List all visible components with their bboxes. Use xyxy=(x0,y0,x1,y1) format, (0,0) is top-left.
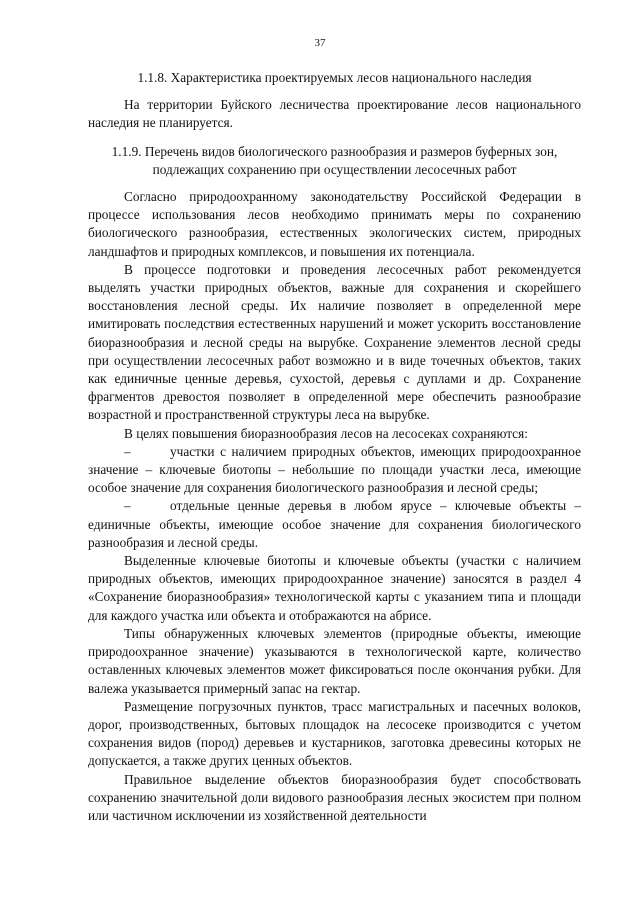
section-1-1-8-body: На территории Буйского лесничества проектирование лесов национального наследия не планируется. xyxy=(88,97,581,131)
paragraph-tech-map: Выделенные ключевые биотопы и ключевые объекты (участки с наличием природных объектов, имеющих природоохранное значение) заносятся в раздел 4 «Сохранение биоразнообразия» технологической карты с указанием типа и площади для каждого участка или объекта и отображаются на абрисе. xyxy=(88,553,581,623)
paragraph-placement: Размещение погрузочных пунктов, трасс магистральных и пасечных волоков, дорог, производственных, бытовых площадок на лесосеке производится с учетом сохранения видов (пород) деревьев и кустарников, заготовка древесины которых не допускается, а также других ценных объектов. xyxy=(88,698,581,769)
paragraph-preserved-intro: В целях повышения биоразнообразия лесов на лесосеках сохраняются: xyxy=(124,425,528,441)
list-item-key-biotopes xyxy=(88,443,581,498)
paragraph-element-types: Типы обнаруженных ключевых элементов (природные объекты, имеющие природоохранное значение) указываются в технологической карте, количество оставленных ключевых элементов может фиксироваться после окончания рубки. Для валежа указывается примерный запас на гектар. xyxy=(88,625,581,696)
list-item-key-objects xyxy=(88,497,581,552)
page-number: 37 xyxy=(314,37,326,49)
list-item-text: отдельные ценные деревья в любом ярусе – ключевые объекты – единичные объекты, имеющие особое значение для сохранения биологического разнообразия и лесной среды. xyxy=(88,498,581,550)
section-1-1-8-title: 1.1.8. Характеристика проектируемых лесов национального наследия xyxy=(137,70,532,85)
paragraph-preparation: В процессе подготовки и проведения лесосечных работ рекомендуется выделять участки природных объектов, важные для сохранения и скорейшего восстановления лесной среды. Их наличие позволяет в определенной мере имитировать последствия естественных нарушений и может ускорить восстановление биоразнообразия и лесной среды на вырубке. Сохранение элементов лесной среды при осуществлении лесосечных работ возможно и в виде точечных объектов, таких как единичные ценные деревья, сухостой, деревья с дуплами и др. Сохранение фрагментов древостоя позволяет в определенной мере обеспечить разнообразие возрастной и пространственной структуры леса на вырубке. xyxy=(88,261,581,423)
paragraph-correct-selection: Правильное выделение объектов биоразнообразия будет способствовать сохранению значительной доли видового разнообразия лесных экосистем при полном или частичном исключении из хозяйственной деятельности xyxy=(88,771,581,823)
page-content xyxy=(88,65,581,825)
section-1-1-9-title-line-2: подлежащих сохранению при осуществлении лесосечных работ xyxy=(152,161,517,177)
section-1-1-9-title-line-1: 1.1.9. Перечень видов биологического разнообразия и размеров буферных зон, xyxy=(111,143,558,159)
paragraph-legislation: Согласно природоохранному законодательству Российской Федерации в процессе использования лесов необходимо принимать меры по сохранению биологического разнообразия, естественных экологических систем, природных ландшафтов и природных комплексов, и повышения их потенциала. xyxy=(88,189,581,259)
dash-marker: – xyxy=(124,443,131,459)
list-item-text: участки с наличием природных объектов, имеющих природоохранное значение – ключевые биотопы – небольшие по площади участки леса, имеющие особое значение для сохранения биологического разнообразия и лесной среды; xyxy=(88,443,581,496)
dash-marker: – xyxy=(124,498,131,514)
